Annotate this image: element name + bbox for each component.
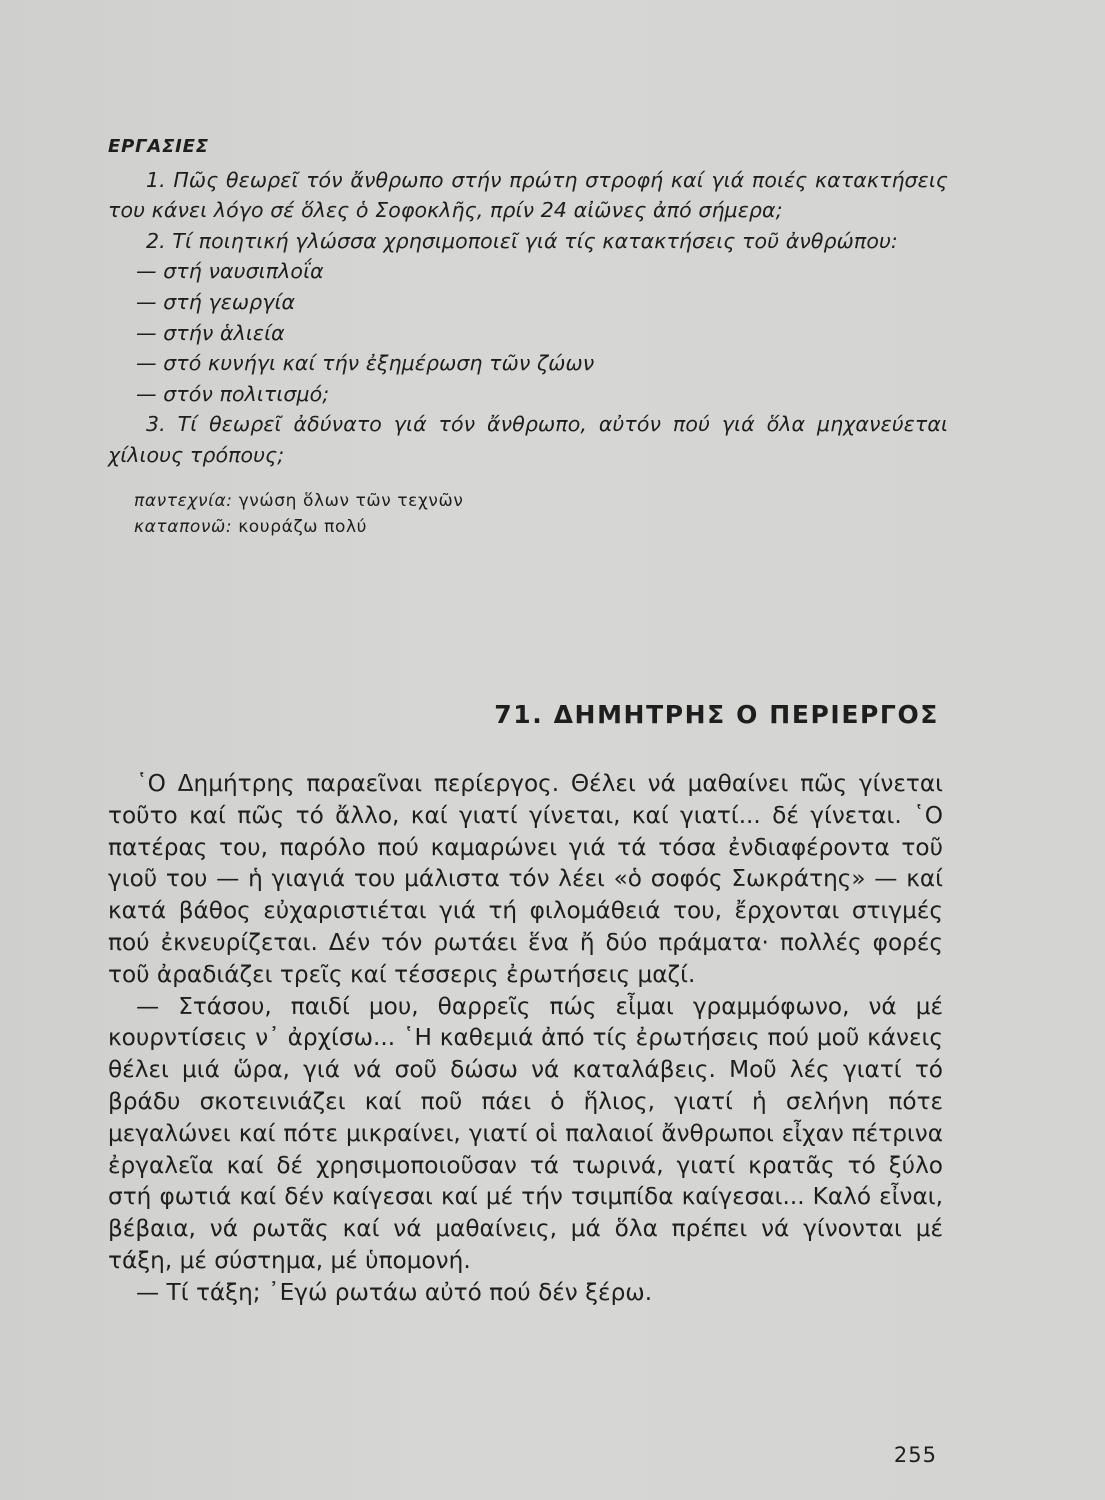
exercises-heading: ΕΡΓΑΣΙΕΣ xyxy=(108,136,209,157)
exercise-question-3: 3. Τί θεωρεῖ ἀδύνατο γιά τόν ἄνθρωπο, αὐτόν πού γιά ὅλα μηχανεύεται χίλιους τρόπους; xyxy=(108,412,948,467)
glossary xyxy=(134,488,463,540)
story-paragraph-2: — Στάσου, παιδί μου, θαρρεῖς πώς εἶμαι γραμμόφωνο, νά μέ κουρντίσεις ν᾿ ἀρχίσω... ῾Η καθεμιά ἀπό τίς ἐρωτήσεις πού μοῦ κάνεις θέλει μιά ὥρα, γιά νά σοῦ δώσω νά καταλάβεις. Μοῦ λές γιατί τό βράδυ σκοτεινιάζει καί ποῦ πάει ὁ ἥλιος, γιατί ἡ σελήνη πότε μεγαλώνει καί πότε μικραίνει, γιατί οἱ παλαιοί ἄνθρωποι εἶχαν πέτρινα ἐργαλεῖα καί δέ χρησιμοποιοῦσαν τά τωρινά, γιατί κρατᾶς τό ξύλο στή φωτιά καί δέν καίγεσαι καί μέ τήν τσιμπίδα καίγεσαι... Καλό εἶναι, βέβαια, νά ρωτᾶς καί νά μαθαίνεις, μά ὅλα πρέπει νά γίνονται μέ τάξη, μέ σύστημα, μέ ὑπομονή. xyxy=(108,992,943,1274)
glossary-definition: γνώση ὅλων τῶν τεχνῶν xyxy=(238,491,464,511)
exercise-item-fishing: — στήν ἁλιεία xyxy=(136,320,285,345)
glossary-entry xyxy=(134,488,463,514)
exercise-question-1: 1. Πῶς θεωρεῖ τόν ἄνθρωπο στήν πρώτη στροφή καί γιά ποιές κατακτήσεις του κάνει λόγο σέ ὅλες ὁ Σοφοκλῆς, πρίν 24 αἰῶνες ἀπό σήμερα; xyxy=(108,167,948,223)
story-body xyxy=(108,768,943,1309)
exercise-item-hunting: — στό κυνήγι καί τήν ἐξημέρωση τῶν ζώων xyxy=(136,351,595,376)
page-number: 255 xyxy=(893,1443,937,1467)
glossary-definition: κουράζω πολύ xyxy=(238,517,368,537)
glossary-entry xyxy=(134,514,463,540)
story-paragraph-3: — Τί τάξη; ᾿Εγώ ρωτάω αὐτό πού δέν ξέρω. xyxy=(136,1278,653,1306)
glossary-term: καταπονῶ: xyxy=(134,517,233,537)
exercise-item-sailing: — στή ναυσιπλοΐα xyxy=(136,259,324,284)
chapter-title: 71. ΔΗΜΗΤΡΗΣ Ο ΠΕΡΙΕΡΓΟΣ xyxy=(494,700,939,729)
story-paragraph-1: ῾Ο Δημήτρης παραεῖναι περίεργος. Θέλει νά μαθαίνει πῶς γίνεται τοῦτο καί πῶς τό ἄλλο, καί γιατί γίνεται, καί γιατί... δέ γίνεται. ῾Ο πατέρας του, παρόλο πού καμαρώνει γιά τά τόσα ἐνδιαφέροντα τοῦ γιοῦ του — ἡ γιαγιά του μάλιστα τόν λέει «ὁ σοφός Σωκράτης» — καί κατά βάθος εὐχαριστιέται γιά τή φιλομάθειά του, ἔρχονται στιγμές πού ἐκνευρίζεται. Δέν τόν ρωτάει ἕνα ἤ δύο πράματα· πολλές φορές τοῦ ἀραδιάζει τρεῖς καί τέσσερις ἐρωτήσεις μαζί. xyxy=(108,770,943,988)
exercise-item-agriculture: — στή γεωργία xyxy=(136,289,296,314)
exercise-item-civilization: — στόν πολιτισμό; xyxy=(136,381,330,406)
glossary-term: παντεχνία: xyxy=(134,491,233,511)
exercises-section xyxy=(108,132,948,471)
exercise-question-2: 2. Τί ποιητική γλώσσα χρησιμοποιεῖ γιά τίς κατακτήσεις τοῦ ἀνθρώπου: xyxy=(146,228,898,253)
